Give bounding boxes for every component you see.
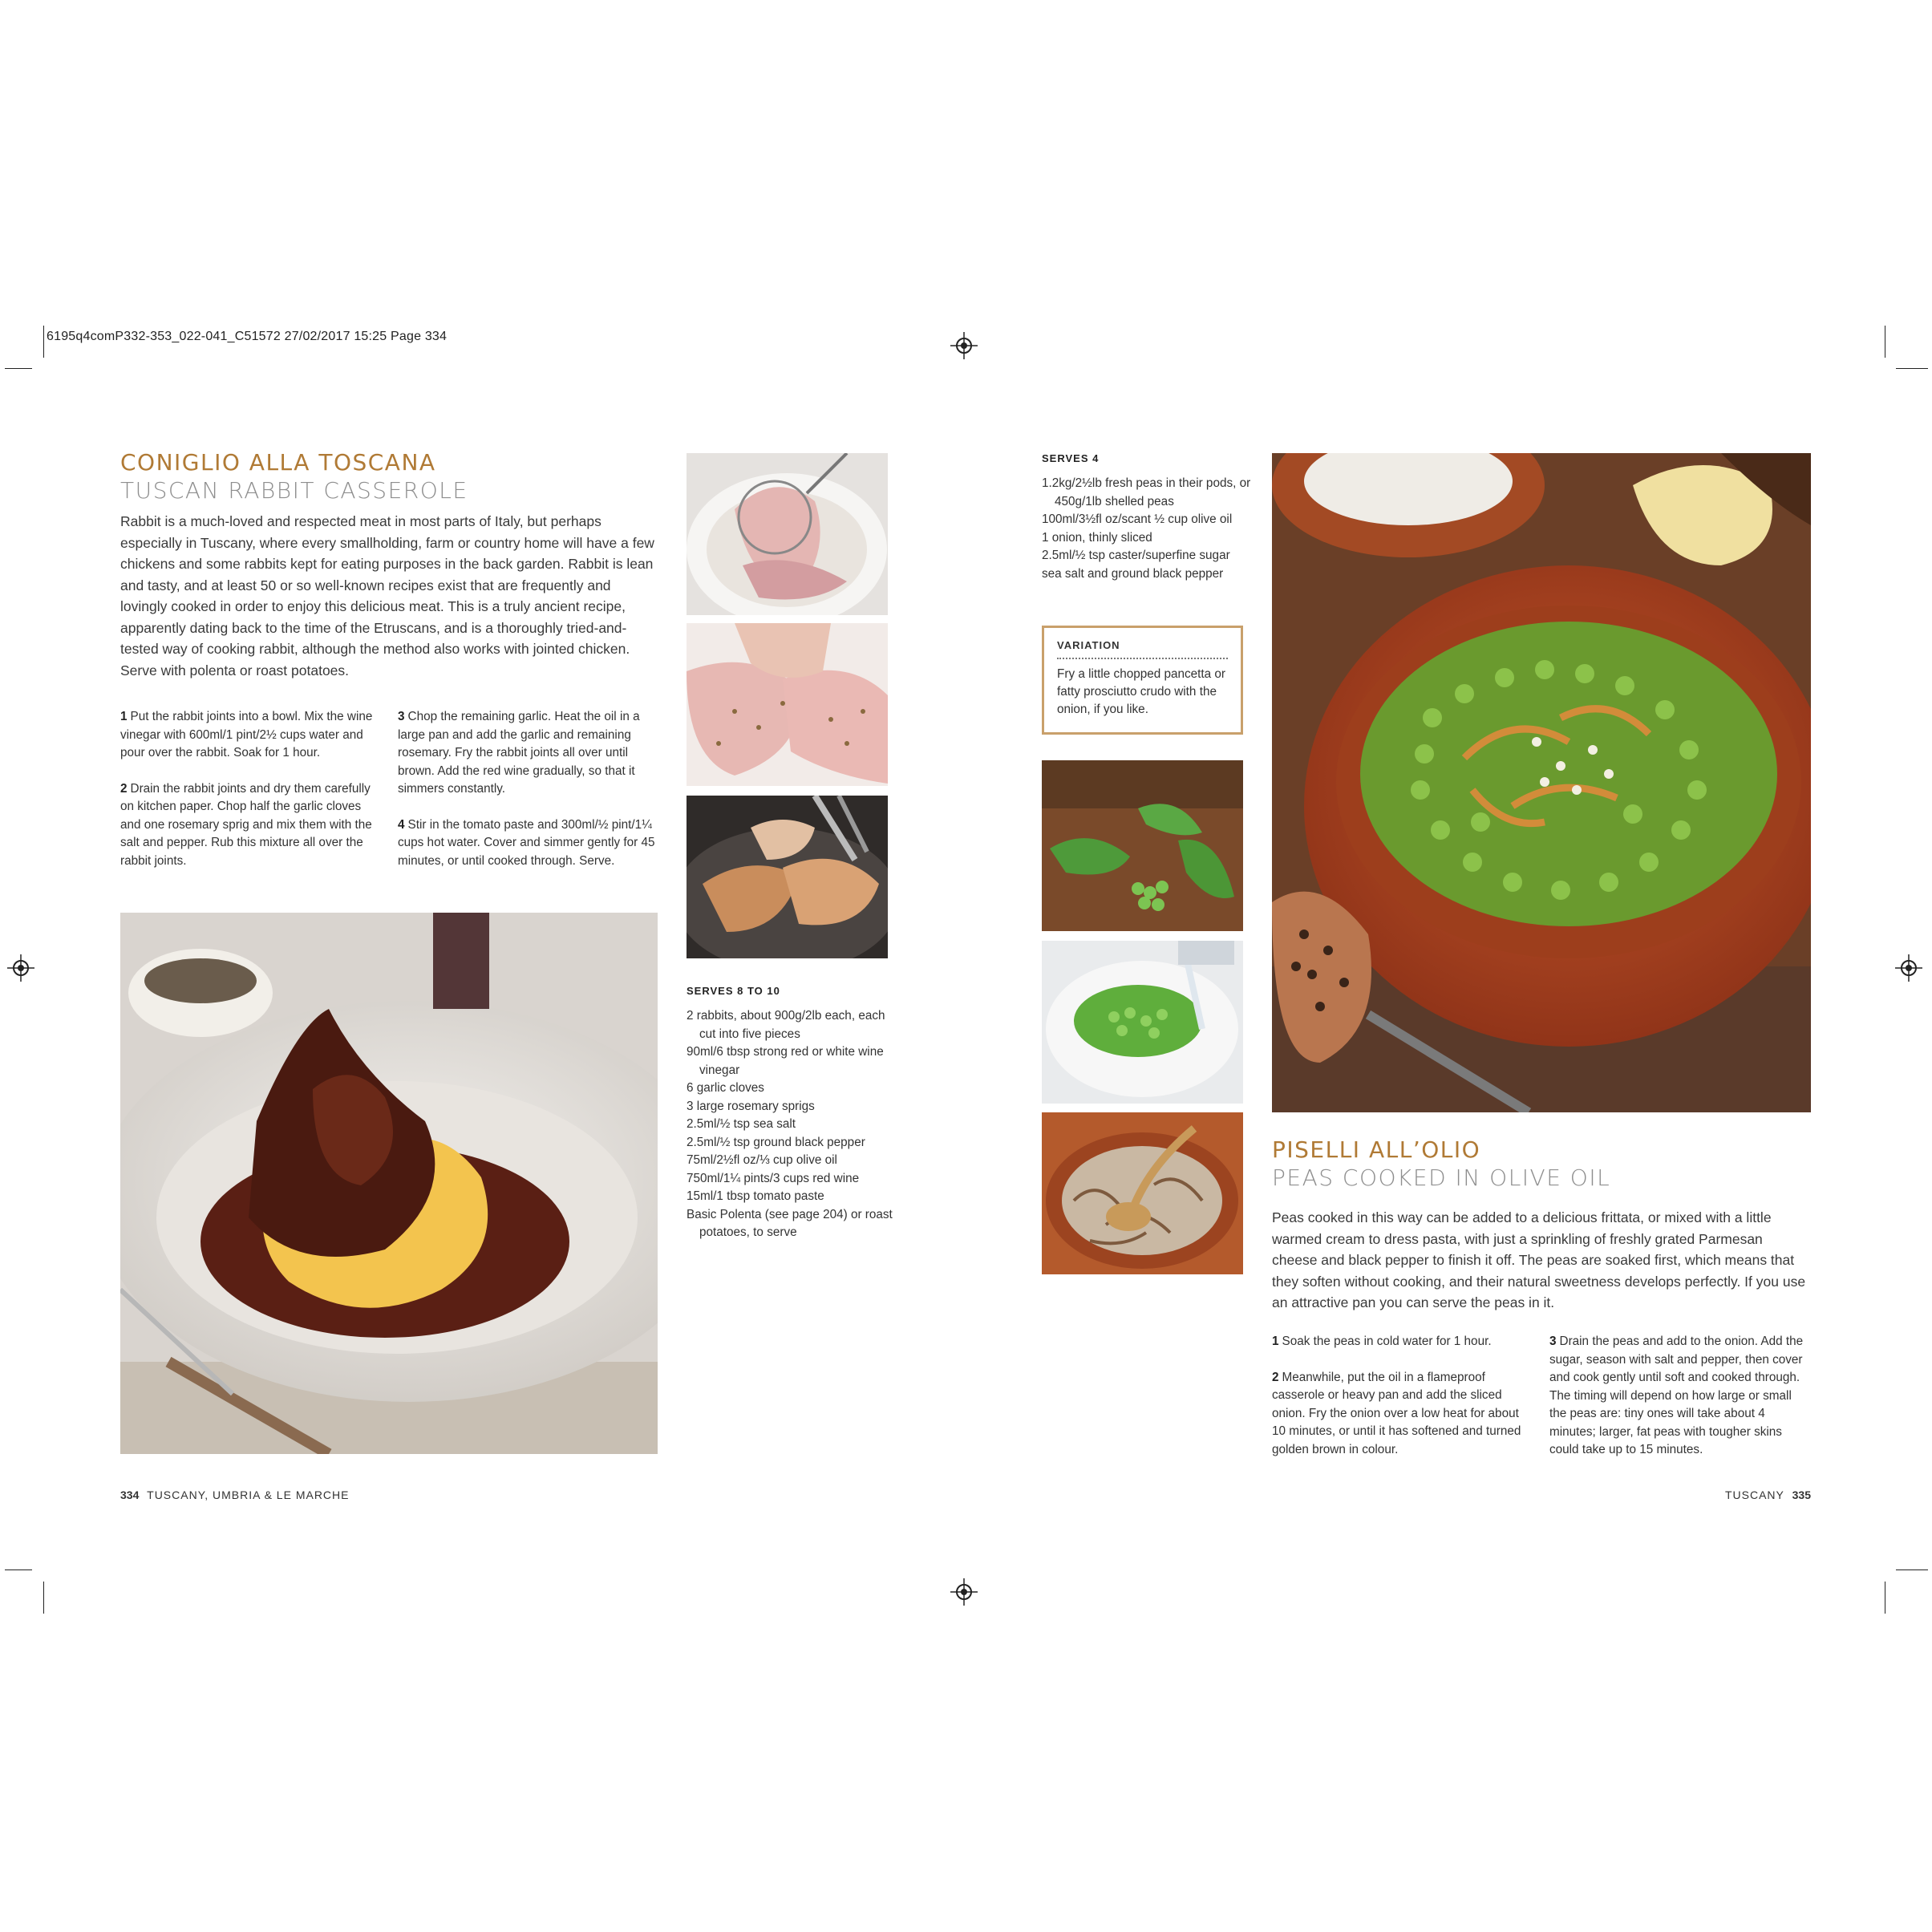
ingredient-item: 2 rabbits, about 900g/2lb each, each cut into five pieces: [687, 1009, 885, 1041]
peas-soaking-photo: [1042, 941, 1243, 1104]
ingredient-item: sea salt and ground black pepper: [1042, 566, 1224, 581]
registration-mark-icon: [950, 1578, 978, 1606]
method-step: 4 Stir in the tomato paste and 300ml/½ pint/1¼ cups hot water. Cover and simmer gently for 45 minutes, or until cooked through. Serve.: [398, 817, 655, 868]
page-number: 335: [1792, 1488, 1811, 1501]
method-column-1: [120, 708, 377, 888]
rabbit-casserole-photo: [120, 913, 658, 1454]
ingredients-list: [687, 1007, 895, 1242]
ingredient-item: Basic Polenta (see page 204) or roast potatoes, to serve: [687, 1207, 893, 1239]
ingredient-item: 1 onion, thinly sliced: [1042, 530, 1152, 545]
recipe-title-italian: CONIGLIO ALLA TOSCANA: [120, 449, 436, 476]
method-step: 1 Put the rabbit joints into a bowl. Mix the wine vinegar with 600ml/1 pint/2½ cups water and pour over the rabbit. Soak for 1 hour.: [120, 710, 373, 759]
chapter-name: TUSCANY: [1724, 1488, 1784, 1501]
onion-frying-photo: [1042, 1112, 1243, 1274]
method-step: 2 Drain the rabbit joints and dry them carefully on kitchen paper. Chop half the garlic cloves and one rosemary sprig and mix them with the salt and pepper. Rub this mixture all over the rabbit joints.: [120, 781, 372, 868]
registration-mark-icon: [1895, 954, 1922, 982]
recipe-title-italian: PISELLI ALL’OLIO: [1272, 1136, 1481, 1163]
method-step: 1 Soak the peas in cold water for 1 hour.: [1272, 1335, 1492, 1348]
ingredient-item: 6 garlic cloves: [687, 1081, 764, 1095]
registration-mark-icon: [7, 954, 34, 982]
ingredient-item: 75ml/2½fl oz/⅓ cup olive oil: [687, 1153, 837, 1167]
crop-mark: [5, 368, 32, 369]
ingredient-item: 100ml/3½fl oz/scant ½ cup olive oil: [1042, 512, 1233, 526]
chapter-name: TUSCANY, UMBRIA & LE MARCHE: [147, 1488, 350, 1501]
method-step: 3 Drain the peas and add to the onion. Add the sugar, season with salt and pepper, then cover and cook gently until soft and cooked through. The timing will depend on how large or small the peas are: tiny ones will take about 4 minutes; larger, fat peas with tougher skins could take up to 15 minutes.: [1549, 1335, 1804, 1456]
ingredient-item: 3 large rosemary sprigs: [687, 1099, 815, 1113]
method-step: 3 Chop the remaining garlic. Heat the oil in a large pan and add the garlic and remaining rosemary. Fry the rabbit joints all over until brown. Add the red wine gradually, so that it simmers constantly.: [398, 710, 640, 796]
ingredient-item: 1.2kg/2½lb fresh peas in their pods, or 450g/1lb shelled peas: [1042, 476, 1251, 508]
rabbit-soaking-photo: [687, 453, 888, 615]
crop-mark: [5, 1569, 32, 1570]
variation-box: [1042, 626, 1243, 735]
ingredient-item: 90ml/6 tbsp strong red or white wine vinegar: [687, 1045, 884, 1077]
ingredient-item: 2.5ml/½ tsp ground black pepper: [687, 1135, 865, 1149]
crop-mark: [1896, 1569, 1928, 1570]
recipe-title-english: PEAS COOKED IN OLIVE OIL: [1272, 1164, 1611, 1191]
ingredients-list: [1042, 475, 1252, 583]
ingredient-item: 750ml/1¼ pints/3 cups red wine: [687, 1171, 860, 1185]
recipe-title-english: TUSCAN RABBIT CASSEROLE: [120, 477, 468, 504]
ingredient-item: 2.5ml/½ tsp caster/superfine sugar: [1042, 549, 1230, 562]
crop-mark: [43, 1582, 44, 1614]
ingredient-item: 15ml/1 tbsp tomato paste: [687, 1189, 824, 1203]
serves-label: SERVES 8 TO 10: [687, 985, 780, 997]
recipe-intro: Peas cooked in this way can be added to a delicious frittata, or mixed with a little warmed cream to dress pasta, with just a sprinkling of freshly grated Parmesan cheese and black pepper to finish it off. The peas are soaked first, which means that they soften without cooking, and their natural sweetness develops perfectly. If you use an attractive pan you can serve the peas in it.: [1272, 1209, 1806, 1310]
print-slug: 6195q4comP332-353_022-041_C51572 27/02/2017 15:25 Page 334: [47, 330, 448, 343]
page-number: 334: [120, 1488, 140, 1501]
variation-text: Fry a little chopped pancetta or fatty prosciutto crudo with the onion, if you like.: [1057, 667, 1226, 716]
ingredient-item: 2.5ml/½ tsp sea salt: [687, 1117, 796, 1131]
variation-heading: VARIATION: [1057, 639, 1228, 659]
crop-mark: [1896, 368, 1928, 369]
peas-in-olive-oil-photo: [1272, 453, 1811, 1112]
recipe-intro: Rabbit is a much-loved and respected meat in most parts of Italy, but perhaps especially in Tuscany, where every smallholding, farm or country home will have a few chickens and some rabbits kept for eating purposes in the back garden. Rabbit is lean and tasty, and at least 50 or so well-known recipes exist that are frequently and lovingly cooked in order to enjoy this delicious meat. This is a truly ancient recipe, apparently dating back to the time of the Etruscans, and is a thoroughly tried-and-tested way of cooking rabbit, although the method also works with jointed chicken. Serve with polenta or roast potatoes.: [120, 513, 654, 678]
page-footer-right: [1725, 1488, 1811, 1501]
method-column-2: [1549, 1333, 1811, 1477]
serves-label: SERVES 4: [1042, 452, 1100, 464]
method-column-2: [398, 708, 658, 888]
crop-mark: [43, 326, 44, 358]
pea-pods-photo: [1042, 760, 1243, 931]
rabbit-seasoning-photo: [687, 623, 888, 786]
method-step: 2 Meanwhile, put the oil in a flameproof casserole or heavy pan and add the sliced onion. Fry the onion over a low heat for about 10 minutes, or until it has softened and turned golden brown in colour.: [1272, 1370, 1521, 1456]
page-footer-left: [120, 1488, 350, 1501]
method-column-1: [1272, 1333, 1533, 1476]
registration-mark-icon: [950, 332, 978, 359]
rabbit-frying-photo: [687, 796, 888, 958]
